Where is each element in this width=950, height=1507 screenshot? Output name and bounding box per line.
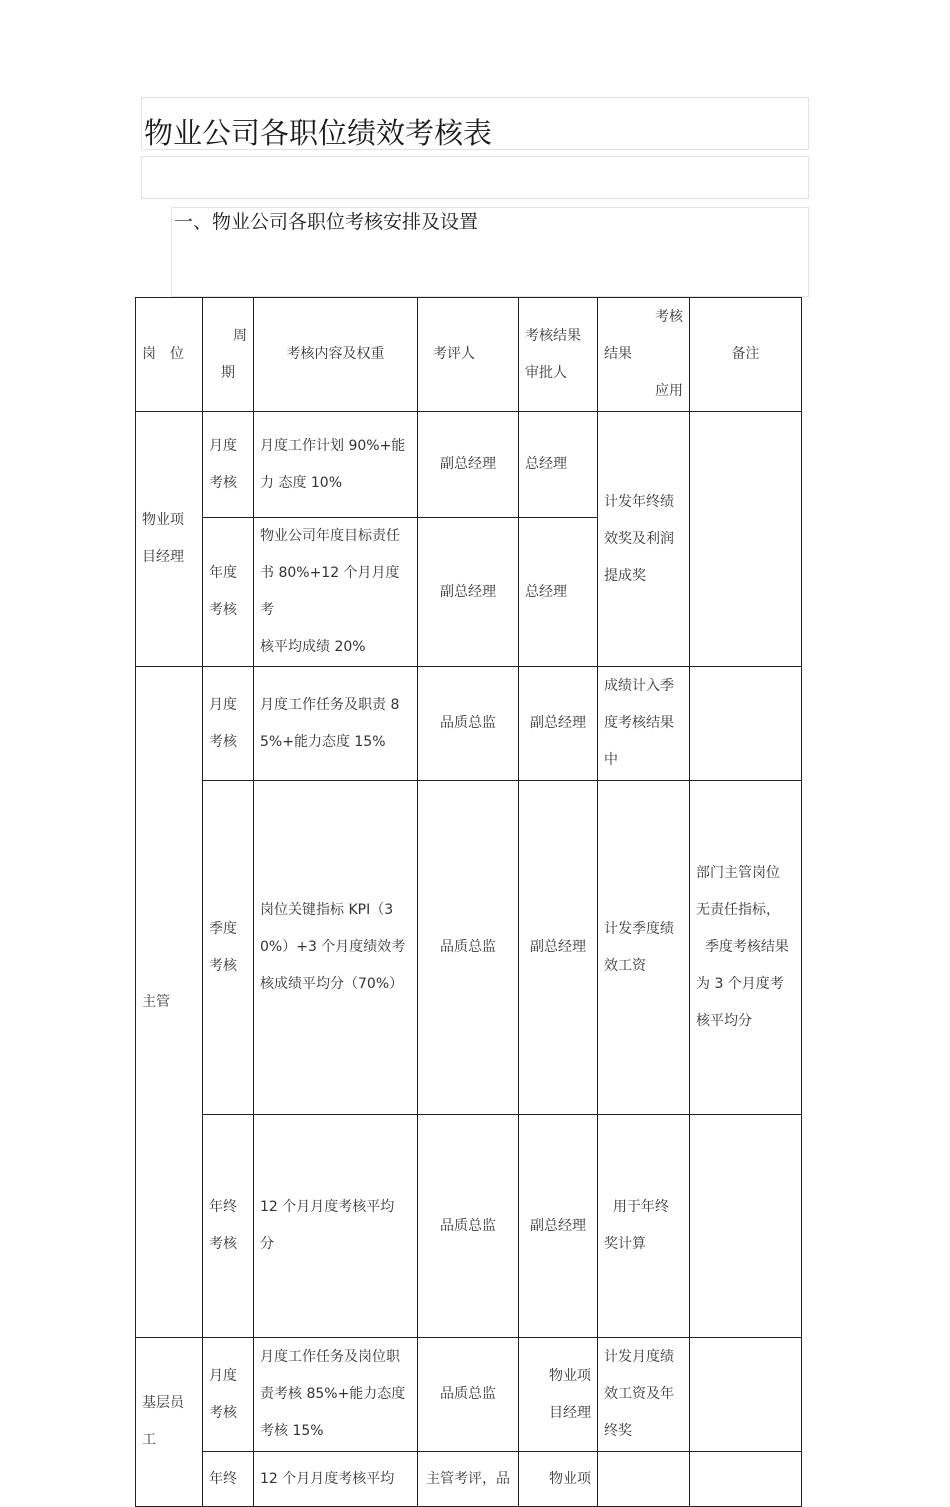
evaluator-cell: 品质总监: [418, 667, 519, 781]
spacer-frame: [141, 156, 809, 199]
application-cell: 计发季度绩 效工资: [598, 781, 690, 1115]
application-cell: 用于年终 奖计算: [598, 1115, 690, 1338]
header-position: 岗 位: [136, 298, 203, 412]
header-evaluator: 考评人: [418, 298, 519, 412]
table-row: [136, 1338, 802, 1452]
position-cell: 基层员 工: [136, 1338, 203, 1507]
document-title: 物业公司各职位绩效考核表: [144, 116, 493, 151]
period-cell: 月度 考核: [203, 412, 254, 518]
remarks-cell: [690, 1452, 802, 1507]
table-row: [136, 781, 802, 1115]
header-row: [136, 298, 802, 412]
header-period: 周 期: [203, 298, 254, 412]
approver-cell: 总经理: [519, 412, 598, 518]
table-row: [136, 667, 802, 781]
application-cell: 成绩计入季 度考核结果 中: [598, 667, 690, 781]
period-cell: 月度 考核: [203, 667, 254, 781]
evaluator-cell: 主管考评，品: [418, 1452, 519, 1507]
content-cell: 12 个月月度考核平均 分: [254, 1115, 418, 1338]
period-cell: 月度 考核: [203, 1338, 254, 1452]
header-remarks: 备注: [690, 298, 802, 412]
evaluator-cell: 副总经理: [418, 518, 519, 667]
evaluator-cell: 品质总监: [418, 781, 519, 1115]
approver-cell: 总经理: [519, 518, 598, 667]
evaluator-cell: 品质总监: [418, 1338, 519, 1452]
remarks-cell: 部门主管岗位 无责任指标， 季度考核结果 为 3 个月度考 核平均分: [690, 781, 802, 1115]
evaluator-cell: 副总经理: [418, 412, 519, 518]
remarks-cell: [690, 1338, 802, 1452]
period-cell: 年终 考核: [203, 1115, 254, 1338]
approver-cell: 物业项 目经理: [519, 1338, 598, 1452]
approver-cell: 副总经理: [519, 667, 598, 781]
period-cell: 季度 考核: [203, 781, 254, 1115]
period-cell: 年度 考核: [203, 518, 254, 667]
period-cell: 年终: [203, 1452, 254, 1507]
remarks-cell: [690, 667, 802, 781]
remarks-cell: [690, 1115, 802, 1338]
content-cell: 物业公司年度目标责任 书 80%+12 个月月度考 核平均成绩 20%: [254, 518, 418, 667]
approver-cell: 副总经理: [519, 781, 598, 1115]
position-cell: 主管: [136, 667, 203, 1338]
evaluator-cell: 品质总监: [418, 1115, 519, 1338]
header-application: 考核 结果 应用: [598, 298, 690, 412]
application-cell: 计发年终绩 效奖及利润 提成奖: [598, 412, 690, 667]
header-content: 考核内容及权重: [254, 298, 418, 412]
header-approver: 考核结果 审批人: [519, 298, 598, 412]
application-cell: [598, 1452, 690, 1507]
section-heading: 一、物业公司各职位考核安排及设置: [174, 211, 479, 233]
table-row: [136, 1115, 802, 1338]
content-cell: 月度工作计划 90%+能 力 态度 10%: [254, 412, 418, 518]
content-cell: 12 个月月度考核平均: [254, 1452, 418, 1507]
content-cell: 岗位关键指标 KPI（3 0%）+3 个月度绩效考 核成绩平均分（70%）: [254, 781, 418, 1115]
content-cell: 月度工作任务及职责 8 5%+能力态度 15%: [254, 667, 418, 781]
approver-cell: 物业项: [519, 1452, 598, 1507]
application-cell: 计发月度绩 效工资及年 终奖: [598, 1338, 690, 1452]
remarks-cell: [690, 412, 802, 667]
performance-table: [135, 297, 802, 1507]
table-row: [136, 412, 802, 518]
position-cell: 物业项 目经理: [136, 412, 203, 667]
approver-cell: 副总经理: [519, 1115, 598, 1338]
table-row: [136, 1452, 802, 1507]
content-cell: 月度工作任务及岗位职 责考核 85%+能力态度 考核 15%: [254, 1338, 418, 1452]
